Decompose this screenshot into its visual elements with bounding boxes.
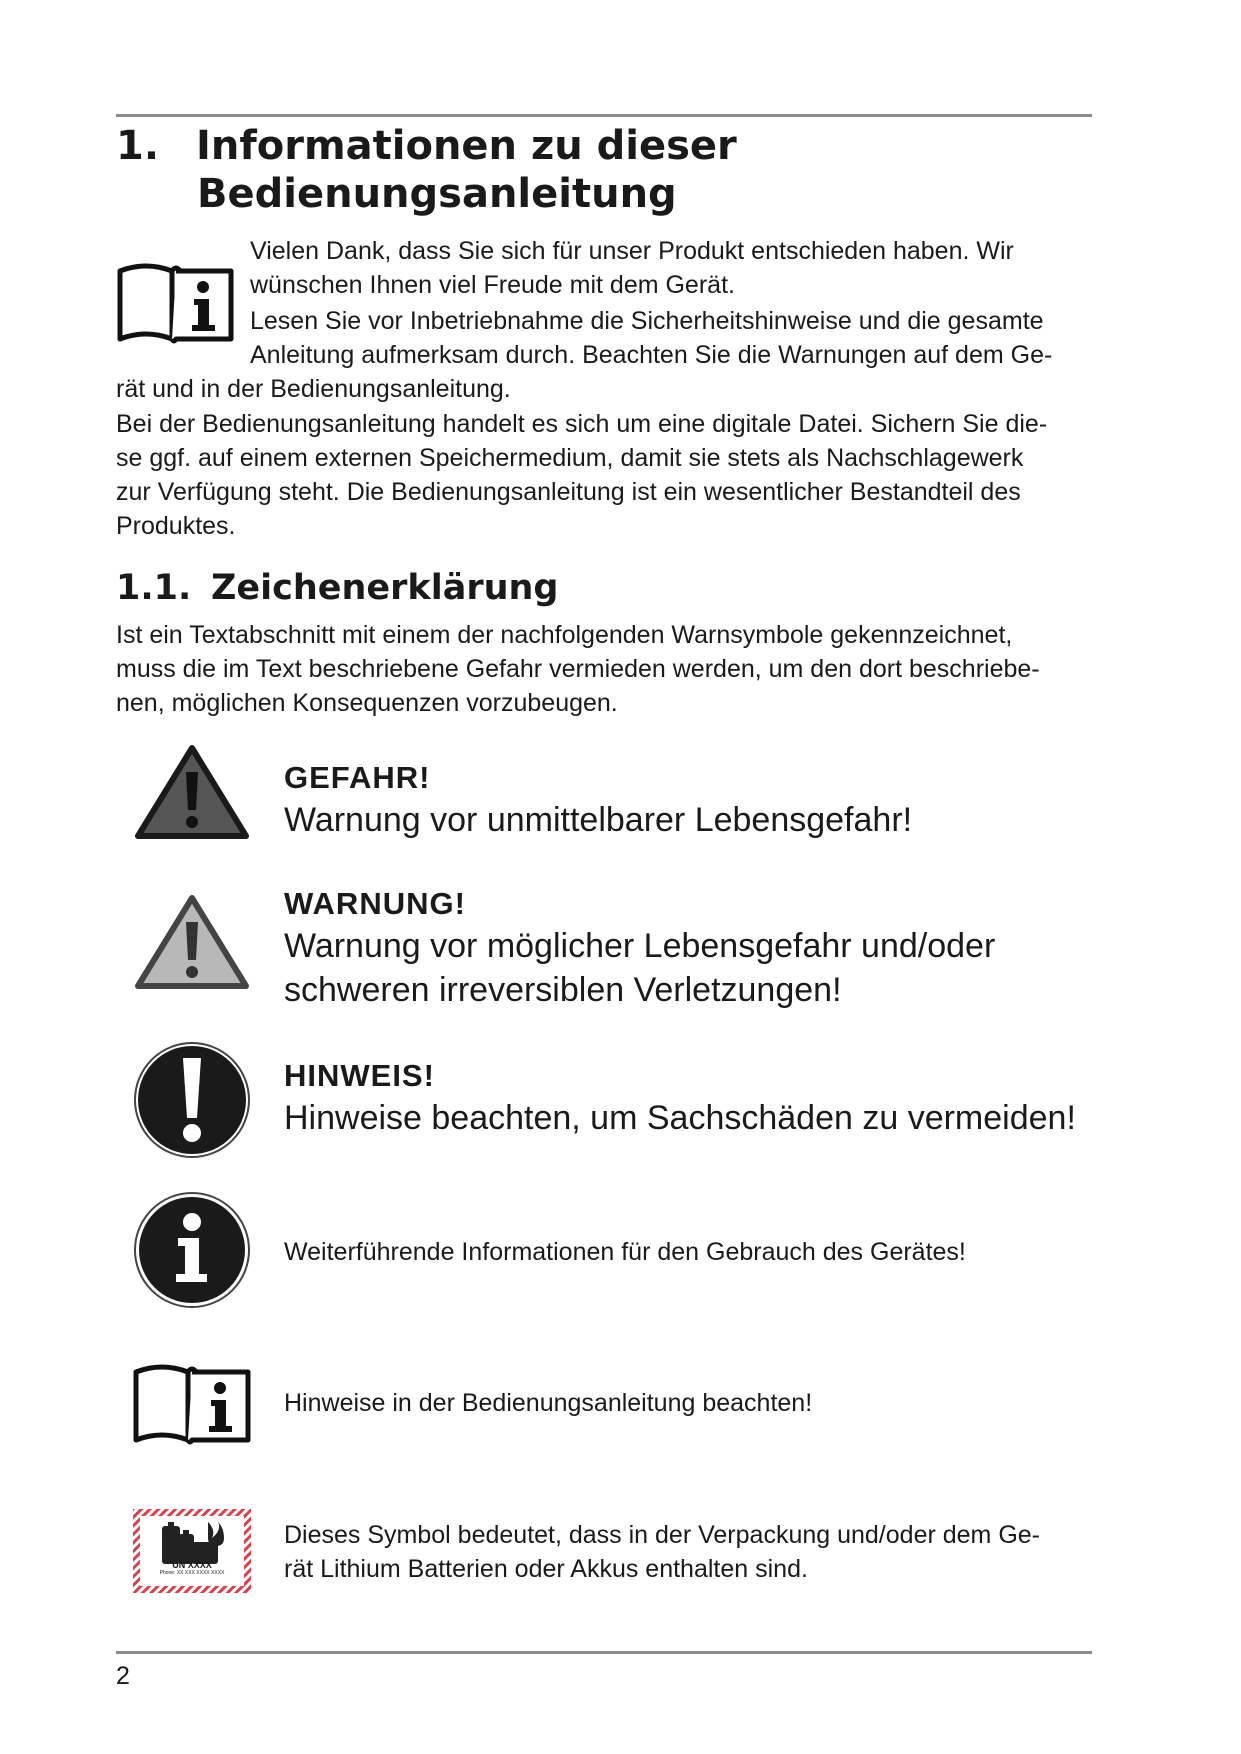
lithium-battery-icon bbox=[132, 1508, 252, 1594]
manual-label bbox=[284, 1386, 1094, 1420]
paragraph-line: Bei der Bedienungsanleitung handelt es sich um eine digitale Datei. Sichern Sie die- bbox=[116, 410, 1048, 438]
lithium-text-line1: Dieses Symbol bedeutet, dass in der Verpackung und/oder dem Ge- bbox=[284, 1521, 1040, 1549]
danger-label bbox=[284, 758, 1094, 842]
lithium-phone-text: Phone: XX XXX XXXX XXXX bbox=[159, 1570, 225, 1576]
chapter-title-line2: Bedienungsanleitung bbox=[197, 171, 677, 217]
warning-label bbox=[284, 884, 1094, 1012]
danger-title: GEFAHR! bbox=[284, 760, 431, 795]
intro-line: rät und in der Bedienungsanleitung. bbox=[116, 375, 511, 403]
info-label bbox=[284, 1235, 1094, 1269]
warning-title: WARNUNG! bbox=[284, 886, 466, 921]
info-text: Weiterführende Informationen für den Gebrauch des Gerätes! bbox=[284, 1238, 966, 1266]
intro-line: Vielen Dank, dass Sie sich für unser Produkt entschieden haben. Wir bbox=[250, 237, 1014, 265]
page-number: 2 bbox=[116, 1662, 130, 1690]
notice-label bbox=[284, 1056, 1094, 1140]
section-paragraph bbox=[116, 618, 1092, 720]
notice-title: HINWEIS! bbox=[284, 1058, 435, 1093]
paragraph-line: nen, möglichen Konsequenzen vorzubeugen. bbox=[116, 689, 618, 717]
notice-text: Hinweise beachten, um Sachschäden zu vermeiden! bbox=[284, 1099, 1076, 1137]
intro-line: Anleitung aufmerksam durch. Beachten Sie die Warnungen auf dem Ge- bbox=[250, 341, 1053, 369]
paragraph-line: muss die im Text beschriebene Gefahr vermieden werden, um den dort beschriebe- bbox=[116, 655, 1040, 683]
lithium-text-line2: rät Lithium Batterien oder Akkus enthalten sind. bbox=[284, 1555, 808, 1583]
paragraph-line: zur Verfügung steht. Die Bedienungsanleitung ist ein wesentlicher Bestandteil des bbox=[116, 478, 1021, 506]
lithium-label bbox=[284, 1518, 1094, 1586]
intro-text bbox=[116, 234, 1092, 406]
chapter-number: 1. bbox=[116, 123, 160, 169]
danger-triangle-icon bbox=[132, 742, 252, 842]
exclamation-circle-icon bbox=[132, 1040, 252, 1160]
intro-line: wünschen Ihnen viel Freude mit dem Gerät. bbox=[250, 271, 735, 299]
warning-triangle-icon bbox=[132, 892, 252, 992]
section-title: Zeichenerklärung bbox=[211, 568, 559, 608]
digital-file-paragraph bbox=[116, 407, 1092, 543]
chapter-title-line1: Informationen zu dieser bbox=[196, 123, 737, 169]
chapter-heading bbox=[116, 122, 737, 218]
lithium-un-text: UN XXXX bbox=[172, 1560, 212, 1570]
intro-line: Lesen Sie vor Inbetriebnahme die Sicherheitshinweise und die gesamte bbox=[250, 307, 1044, 335]
paragraph-line: Ist ein Textabschnitt mit einem der nachfolgenden Warnsymbole gekennzeichnet, bbox=[116, 621, 1013, 649]
bottom-rule bbox=[116, 1651, 1092, 1654]
paragraph-line: se ggf. auf einem externen Speichermedium, damit sie stets als Nachschlagewerk bbox=[116, 444, 1024, 472]
manual-text: Hinweise in der Bedienungsanleitung beachten! bbox=[284, 1389, 813, 1417]
danger-text: Warnung vor unmittelbarer Lebensgefahr! bbox=[284, 801, 913, 839]
info-circle-icon bbox=[132, 1190, 252, 1310]
section-heading bbox=[116, 566, 558, 610]
manual-book-icon bbox=[132, 1360, 252, 1448]
top-rule bbox=[116, 114, 1092, 117]
paragraph-line: Produktes. bbox=[116, 512, 236, 540]
warning-text-line2: schweren irreversiblen Verletzungen! bbox=[284, 971, 842, 1009]
section-number: 1.1. bbox=[116, 568, 192, 608]
warning-text-line1: Warnung vor möglicher Lebensgefahr und/oder bbox=[284, 927, 996, 965]
